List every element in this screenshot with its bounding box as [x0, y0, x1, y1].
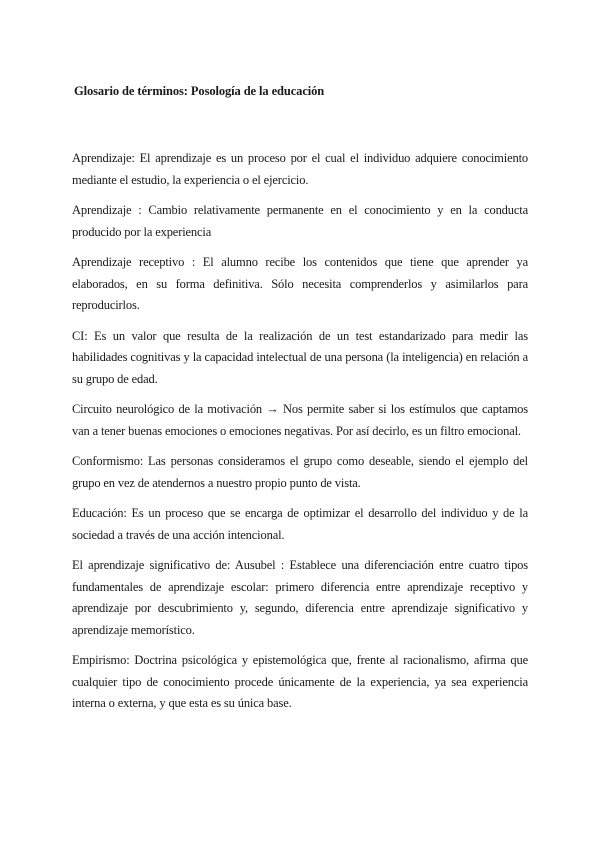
glossary-entry-aprendizaje-1: Aprendizaje: El aprendizaje es un proceso por el cual el individuo adquiere conocimiento mediante el estudio, la experiencia o el ejercicio.	[72, 151, 528, 187]
glossary-entry-aprendizaje-2: Aprendizaje : Cambio relativamente permanente en el conocimiento y en la conducta producido por la experiencia	[72, 203, 528, 239]
glossary-entries	[72, 148, 528, 724]
glossary-entry-aprendizaje-significativo: El aprendizaje significativo de: Ausubel : Establece una diferenciación entre cuatro tipos fundamentales de aprendizaje escolar: primero diferencia entre aprendizaje receptivo y aprendizaje por descubrimiento y, segundo, diferencia entre aprendizaje significativo y aprendizaje memorístico.	[72, 558, 528, 637]
document-title: Glosario de términos: Posología de la educación	[74, 84, 325, 98]
glossary-entry-aprendizaje-receptivo: Aprendizaje receptivo : El alumno recibe los contenidos que tiene que aprender ya elaborados, en su forma definitiva. Sólo necesita comprenderlos y asimilarlos para reproducirlos.	[72, 255, 528, 312]
glossary-entry-empirismo: Empirismo: Doctrina psicológica y epistemológica que, frente al racionalismo, afirma que cualquier tipo de conocimiento procede únicamente de la experiencia, ya sea experiencia interna o externa, y que esta es su única base.	[72, 653, 528, 710]
glossary-entry-educacion: Educación: Es un proceso que se encarga de optimizar el desarrollo del individuo y de la sociedad a través de una acción intencional.	[72, 506, 528, 542]
glossary-entry-conformismo: Conformismo: Las personas consideramos el grupo como deseable, siendo el ejemplo del grupo en vez de atendernos a nuestro propio punto de vista.	[72, 454, 528, 490]
glossary-entry-ci: CI: Es un valor que resulta de la realización de un test estandarizado para medir las habilidades cognitivas y la capacidad intelectual de una persona (la inteligencia) en relación a su grupo de edad.	[72, 328, 528, 386]
glossary-entry-circuito-neurologico: Circuito neurológico de la motivación → Nos permite saber si los estímulos que captamos van a tener buenas emociones o emociones negativas. Por así decirlo, es un filtro emocional.	[72, 402, 528, 438]
